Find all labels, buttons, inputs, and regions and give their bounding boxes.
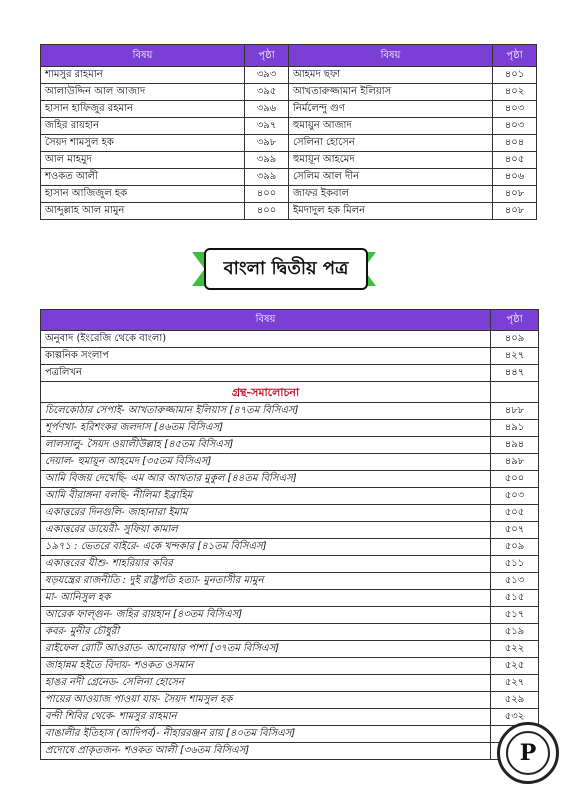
table-row — [41, 709, 539, 726]
col-header-page: পৃষ্ঠা — [245, 45, 289, 67]
table-row — [41, 607, 539, 624]
page-cell: ৪০৮ — [493, 186, 537, 203]
page-cell: ৫১৯ — [491, 624, 539, 641]
page-cell: ৩৯৩ — [245, 67, 289, 84]
table-row — [41, 152, 537, 169]
page-cell: ৪৯৮ — [491, 454, 539, 471]
page-cell: ৪০৯ — [491, 331, 539, 348]
toc-header-row — [41, 45, 537, 67]
table-row — [41, 539, 539, 556]
page-cell: ৩৯৭ — [245, 118, 289, 135]
table-row — [41, 658, 539, 675]
page-cell: ৫০৭ — [491, 522, 539, 539]
page-cell: ৪৪৭ — [491, 365, 539, 382]
table-row — [41, 437, 539, 454]
page-cell: ৪০৩ — [493, 118, 537, 135]
topic-cell: জহির রায়হান — [41, 118, 245, 135]
topic-cell: জাফর ইকবাল — [289, 186, 493, 203]
col-header-topic: বিষয় — [41, 310, 491, 331]
table-row — [41, 365, 539, 382]
table-row — [41, 743, 539, 760]
table-row — [41, 488, 539, 505]
topic-cell: সৈয়দ শামসুল হক — [41, 135, 245, 152]
topic-cell: হুমায়ুন আজাদ — [289, 118, 493, 135]
table-row — [41, 505, 539, 522]
toc-header-row — [41, 310, 539, 331]
page-cell: ৩৯৬ — [245, 101, 289, 118]
topic-cell: জাহান্নম হইতে বিদায়- শওকত ওসমান — [41, 658, 491, 675]
page-cell: ৪০৪ — [493, 135, 537, 152]
topic-cell: হুমায়ূন আহমেদ — [289, 152, 493, 169]
table-row — [41, 675, 539, 692]
topic-cell: মা- আনিসুল হক — [41, 590, 491, 607]
page-cell: ৩৯৮ — [245, 135, 289, 152]
topic-cell: হাঙর নদী গ্রেনেড- সেলিনা হোসেন — [41, 675, 491, 692]
page-cell: ৫২৫ — [491, 658, 539, 675]
table-row — [41, 84, 537, 101]
topic-cell: পায়ের আওয়াজ পাওয়া যায়- সৈয়দ শামসুল হক — [41, 692, 491, 709]
page-cell: ৫২৭ — [491, 675, 539, 692]
page-cell: ৫০৫ — [491, 505, 539, 522]
page-cell: ৪০৫ — [493, 152, 537, 169]
topic-cell: হাসান আজিজুল হক — [41, 186, 245, 203]
topic-cell: আরেক ফাল্গুন- জহির রায়হান [৪৩তম বিসিএস] — [41, 607, 491, 624]
topic-cell: একাত্তরের যীশু- শাহরিয়ার কবির — [41, 556, 491, 573]
page-cell: ৪০৮ — [493, 203, 537, 220]
topic-cell: একাত্তরের দিনগুলি- জাহানারা ইমাম — [41, 505, 491, 522]
page-cell: ৫৩২ — [491, 709, 539, 726]
col-header-topic: বিষয় — [41, 45, 245, 67]
table-row — [41, 471, 539, 488]
topic-cell: দেয়াল- হুমায়ূন আহমেদ [৩৫তম বিসিএস] — [41, 454, 491, 471]
publisher-logo-mark: P — [506, 731, 550, 775]
table-row — [41, 348, 539, 365]
page-cell: ৩৯৫ — [245, 84, 289, 101]
topic-cell: সেলিম আল দীন — [289, 169, 493, 186]
topic-cell: একাত্তরের ডায়েরী- সুফিয়া কামাল — [41, 522, 491, 539]
topic-cell: অনুবাদ (ইংরেজি থেকে বাংলা) — [41, 331, 491, 348]
table-row — [41, 726, 539, 743]
table-row — [41, 692, 539, 709]
topic-cell: শূর্পণখা- হরিশংকর জলদাস [৪৬তম বিসিএস] — [41, 420, 491, 437]
topic-cell: চিলেকোঠার সেপাই- আখতারুজ্জামান ইলিয়াস [৪৭তম বিসিএস] — [41, 403, 491, 420]
page-cell: ৪০১ — [493, 67, 537, 84]
section-banner — [192, 248, 376, 290]
table-row — [41, 573, 539, 590]
col-header-page: পৃষ্ঠা — [491, 310, 539, 331]
page-cell: ৫১৭ — [491, 607, 539, 624]
topic-cell: আমি বিজয় দেখেছি- এম আর আখতার মুকুল [৪৪তম বিসিএস] — [41, 471, 491, 488]
page-cell: ৪৯৪ — [491, 437, 539, 454]
section-heading: গ্রন্থ-সমালোচনা — [41, 382, 491, 403]
topic-cell: লালসালু- সৈয়দ ওয়ালীউল্লাহ [৪৫তম বিসিএস] — [41, 437, 491, 454]
page-cell: ৫০৯ — [491, 539, 539, 556]
page-cell: ৫২৯ — [491, 692, 539, 709]
topic-cell: আহমদ ছফা — [289, 67, 493, 84]
page-cell: ৪০০ — [245, 203, 289, 220]
page-cell: ৪০৩ — [493, 101, 537, 118]
page-cell: ৫০৩ — [491, 488, 539, 505]
topic-cell: আলাউদ্দিন আল আজাদ — [41, 84, 245, 101]
topic-cell: বন্দী শিবির থেকে- শামসুর রাহমান — [41, 709, 491, 726]
page-cell: ৪০০ — [245, 186, 289, 203]
toc-table-writers — [40, 44, 537, 220]
topic-cell: ১৯৭১ : ভেতরে বাইরে- একে খন্দকার [৪১তম বিসিএস] — [41, 539, 491, 556]
table-row — [41, 556, 539, 573]
topic-cell: কাল্পনিক সংলাপ — [41, 348, 491, 365]
section-heading-page-cell — [491, 382, 539, 403]
topic-cell: রাইফেল রোটি আওরাত- আনোয়ার পাশা [৩৭তম বিসিএস] — [41, 641, 491, 658]
page-cell: ৪০৬ — [493, 169, 537, 186]
col-header-topic: বিষয় — [289, 45, 493, 67]
toc-table-second-paper — [40, 309, 539, 760]
page-cell: ৫১৩ — [491, 573, 539, 590]
section-heading-row — [41, 382, 539, 403]
table-row — [41, 590, 539, 607]
topic-cell: ষড়যন্ত্রের রাজনীতি : দুই রাষ্ট্রপতি হত্যা- মুনতাসীর মামুন — [41, 573, 491, 590]
page-cell: ৪০২ — [493, 84, 537, 101]
table-row — [41, 522, 539, 539]
page-cell: ৪২৭ — [491, 348, 539, 365]
page-cell: ৩৯৯ — [245, 152, 289, 169]
table-row — [41, 420, 539, 437]
table-row — [41, 118, 537, 135]
table-row — [41, 135, 537, 152]
table-row — [41, 403, 539, 420]
topic-cell: কবর- মুনীর চৌধুরী — [41, 624, 491, 641]
table-row — [41, 454, 539, 471]
table-row — [41, 331, 539, 348]
table-row — [41, 169, 537, 186]
table-row — [41, 186, 537, 203]
topic-cell: সেলিনা হোসেন — [289, 135, 493, 152]
page-cell: ৩৯৯ — [245, 169, 289, 186]
topic-cell: ইমদাদুল হক মিলন — [289, 203, 493, 220]
table-row — [41, 101, 537, 118]
topic-cell: শওকত আলী — [41, 169, 245, 186]
publisher-logo — [497, 722, 559, 784]
table-row — [41, 624, 539, 641]
page-cell: ৫২২ — [491, 641, 539, 658]
table-row — [41, 67, 537, 84]
page-cell: ৫১১ — [491, 556, 539, 573]
topic-cell: হাসান হাফিজুর রহমান — [41, 101, 245, 118]
topic-cell: নির্মলেন্দু গুণ — [289, 101, 493, 118]
topic-cell: শামসুর রাহমান — [41, 67, 245, 84]
col-header-page: পৃষ্ঠা — [493, 45, 537, 67]
table-row — [41, 203, 537, 220]
topic-cell: প্রদোষে প্রাকৃতজন- শওকত আলী [৩৬তম বিসিএস] — [41, 743, 491, 760]
page-cell: ৪৯১ — [491, 420, 539, 437]
topic-cell: পত্রলিখন — [41, 365, 491, 382]
table-row — [41, 641, 539, 658]
banner-title: বাংলা দ্বিতীয় পত্র — [204, 248, 368, 290]
topic-cell: আমি বীরাঙ্গনা বলছি- নীলিমা ইব্রাহিম — [41, 488, 491, 505]
page-cell: ৫১৫ — [491, 590, 539, 607]
topic-cell: আখতারুজ্জামান ইলিয়াস — [289, 84, 493, 101]
page-cell: ৫০০ — [491, 471, 539, 488]
topic-cell: আব্দুল্লাহ আল মামুন — [41, 203, 245, 220]
topic-cell: বাঙালীর ইতিহাস (আদিপর্ব)- নীহাররঞ্জন রায় [৪০তম বিসিএস] — [41, 726, 491, 743]
topic-cell: আল মাহমুদ — [41, 152, 245, 169]
page-cell: ৪৮৮ — [491, 403, 539, 420]
